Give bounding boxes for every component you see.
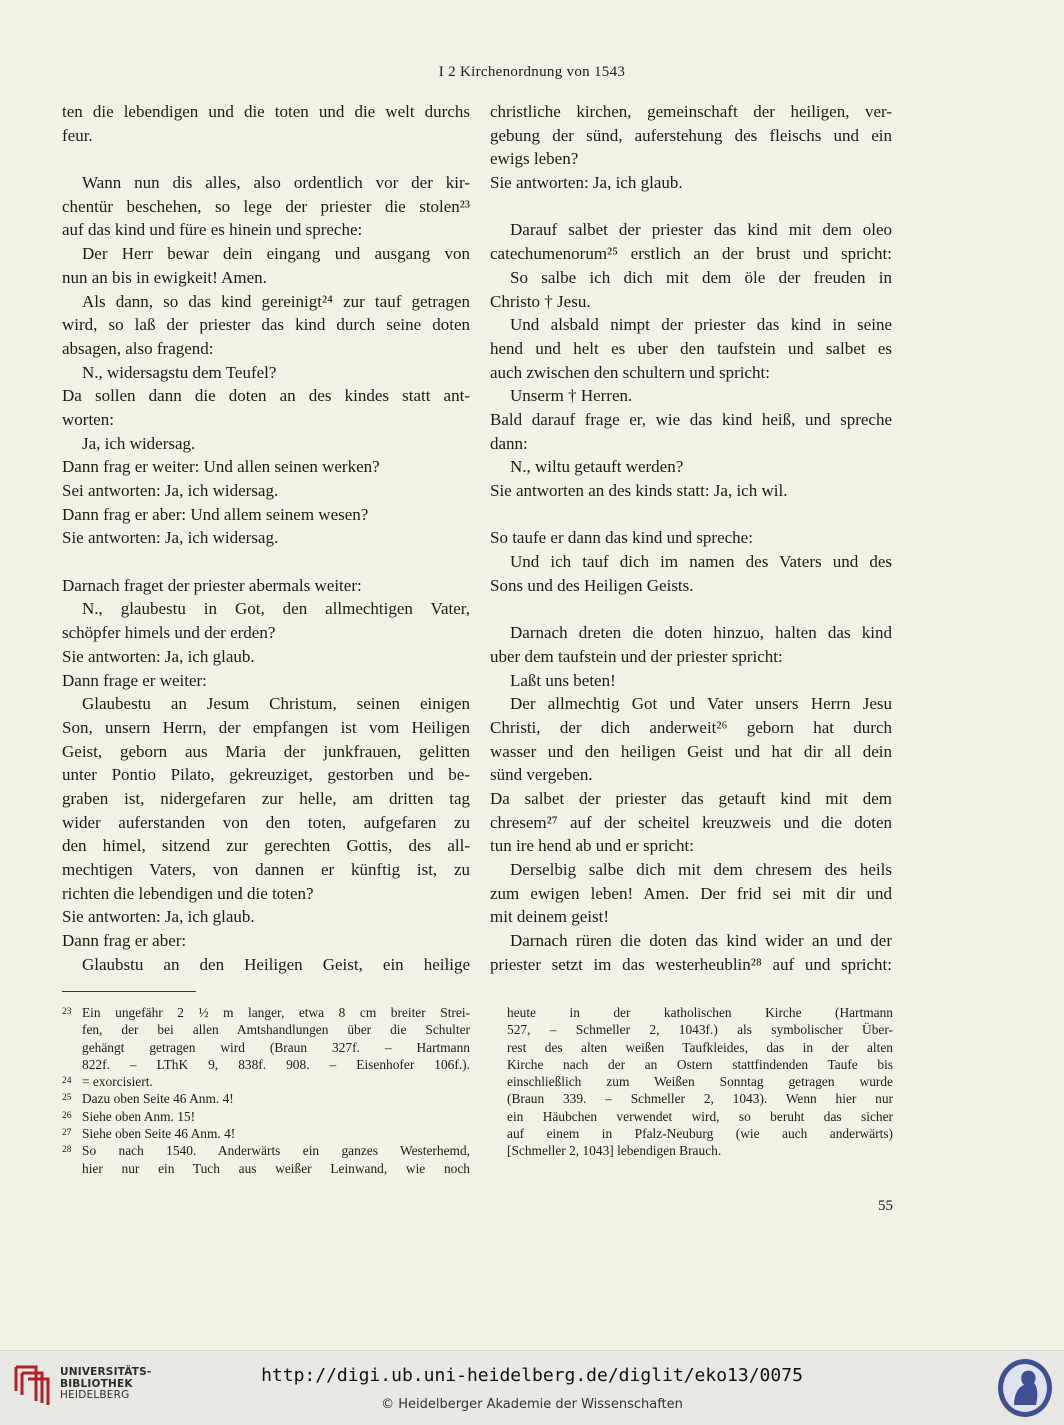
text-line: Dann frage er weiter: [62,670,207,690]
text-line: Da salbet der priester das getauft kind mit dem [490,788,892,808]
academy-portrait-icon [996,1357,1054,1419]
text-line: Als dann, so das kind gereinigt²⁴ zur tauf getragen [82,291,470,311]
footnote-text: hier nur ein Tuch aus weißer Leinwand, wie noch [82,1160,470,1176]
footnote-line: einschließlich zum Weißen Sonntag getragen wurde [507,1074,893,1090]
footnote-line [62,1142,470,1159]
footnote-number: 27 [62,1128,72,1139]
viewer-footer [0,1350,1064,1425]
text-line: mechtigen Vaters, von dannen er künftig ist, zu [62,860,470,879]
footnote-number: 26 [62,1110,72,1121]
text-line: Glaubestu an Jesum Christum, seinen einigen [82,694,470,714]
footnote-line [62,1039,470,1056]
footnote-line: [Schmeller 2, 1043] lebendigen Brauch. [507,1143,722,1159]
footnotes-left [62,1004,470,1177]
text-line: Sie antworten: Ja, ich glaub. [62,907,255,927]
text-line: richten die lebendigen und die toten? [62,883,314,903]
text-line: Sie antworten: Ja, ich glaub. [62,646,255,666]
text-line: Darnach rüren die doten das kind wider an und der [510,931,892,951]
text-line: So salbe ich dich mit dem öle der freuden in [510,267,892,287]
footnote-line [62,1056,470,1073]
running-head: I 2 Kirchenordnung von 1543 [438,64,626,80]
text-line: Wann nun dis alles, also ordentlich vor der kir- [82,173,470,193]
text-line: unter Pontio Pilato, gekreuziget, gestorben und be- [62,765,470,785]
text-line: wasser und den heiligen Geist und hat dir all dein [490,741,892,761]
footnote-line [62,1160,470,1177]
footnote-line: rest des alten weißen Taufkleides, das in der alten [507,1039,893,1055]
text-line: nun an bis in ewigkeit! Amen. [62,267,267,287]
text-line: dann: [490,433,528,453]
footnote-line [62,1108,470,1125]
footnote-text: Siehe oben Anm. 15! [82,1108,196,1124]
page-number: 55 [878,1198,893,1214]
text-line: absagen, also fragend: [62,338,214,358]
footnote-line: Kirche nach der an Ostern stattfindenden Taufe bis [507,1056,893,1072]
footnote-text: Siehe oben Seite 46 Anm. 4! [82,1126,236,1142]
footnote-line [62,1125,470,1142]
footnote-number: 24 [62,1076,72,1087]
footnote-line: auf einem in Pfalz-Neuburg (wie auch anderwärts) [507,1126,893,1142]
text-line: Unserm † Herren. [510,386,633,406]
text-line: wider auferstanden von den toten, aufgefaren zu [62,812,470,832]
text-line: Da sollen dann die doten an des kindes statt ant- [62,386,470,406]
text-line: Darauf salbet der priester das kind mit dem oleo [510,220,892,240]
text-line: hend und helt es uber den taufstein und salbet es [490,338,892,358]
copyright-notice: © Heidelberger Akademie der Wissenschaften [381,1397,683,1412]
footnote-number: 25 [62,1093,72,1104]
footnote-line: ein Häubchen verwendet wird, so beruht das sicher [507,1108,893,1124]
footnote-text: So nach 1540. Anderwärts ein ganzes Westerhemd, [82,1143,470,1159]
left-text-column [62,100,470,976]
library-name-line2: BIBLIOTHEK [60,1377,133,1390]
text-line: Der allmechtig Got und Vater unsers Herrn Jesu [510,694,892,714]
footnote-line: (Braun 339. – Schmeller 2, 1043). Wenn hier nur [507,1091,893,1107]
text-line: Und alsbald nimpt der priester das kind in seine [510,315,892,335]
text-line: catechumenorum²⁵ erstlich an der brust und spricht: [490,244,892,264]
text-line: Sie antworten an des kinds statt: Ja, ich wil. [490,481,788,500]
text-line: zum ewigen leben! Amen. Der frid sei mit dir und [490,883,892,903]
text-line: uber dem taufstein und der priester spricht: [490,646,783,666]
text-line: Dann frag er aber: Und allem seinem wesen? [62,504,369,524]
text-line: Sei antworten: Ja, ich widersag. [62,481,279,500]
text-line: Sie antworten: Ja, ich widersag. [62,528,279,548]
text-line: Dann frag er weiter: Und allen seinen werken? [62,457,380,477]
text-line: mit deinem geist! [490,907,609,927]
text-line: Der Herr bewar dein eingang und ausgang von [82,244,470,264]
text-line: Christi, der dich anderweit²⁶ geborn hat durch [490,717,892,737]
text-line: auch zwischen den schultern und spricht: [490,362,770,382]
text-line: ten die lebendigen und die toten und die welt durchs [62,102,470,121]
footnote-text: 822f. – LThK 9, 838f. 908. – Eisenhofer 106f.). [82,1056,470,1072]
text-line: Dann frag er aber: [62,931,187,951]
footnote-line [62,1021,470,1038]
text-line: priester setzt im das westerheublin²⁸ auf und spricht: [490,954,892,974]
text-line: Geist, geborn aus Maria der junkfrauen, gelitten [62,741,470,761]
footnote-line [62,1073,470,1090]
text-line: Son, unsern Herrn, der empfangen ist vom Heiligen [62,717,470,737]
text-line: N., glaubestu in Got, den allmechtigen Vater, [82,599,470,619]
footnote-line [62,1004,470,1021]
text-line: Bald darauf frage er, wie das kind heiß, und spreche [490,409,892,429]
right-text-column [490,100,892,976]
text-line: auf das kind und füre es hinein und spreche: [62,220,363,240]
text-line: So taufe er dann das kind und spreche: [490,528,753,548]
text-line [62,550,470,574]
text-line: chentür beschehen, so lege der priester die stolen²³ [62,196,470,216]
text-line: chresem²⁷ auf der scheitel kreuzweis und die doten [490,812,892,832]
text-line: Darnach dreten die doten hinzuo, halten das kind [510,623,892,643]
text-line [490,503,892,527]
text-line: feur. [62,125,93,145]
footnote-number: 28 [62,1145,72,1156]
text-line: graben ist, nidergefaren zur helle, am dritten tag [62,788,470,808]
footnote-text: fen, der bei allen Amtshandlungen über die Schulter [82,1022,470,1038]
text-line: Christo † Jesu. [490,291,591,311]
text-line: Und ich tauf dich im namen des Vaters und des [510,552,892,572]
footnote-text: = exorcisiert. [82,1074,153,1090]
permalink-url[interactable]: http://digi.ub.uni-heidelberg.de/diglit/eko13/0075 [261,1365,803,1386]
text-line: N., widersagstu dem Teufel? [82,362,277,382]
footnote-line: 527, – Schmeller 2, 1043f.) als symbolischer Über- [507,1022,893,1038]
text-line: Derselbig salbe dich mit dem chresem des heils [510,860,892,879]
text-line: worten: [62,409,114,429]
text-line: schöpfer himels und der erden? [62,623,276,643]
text-line [490,195,892,219]
footnote-rule [62,991,196,992]
text-line: ewigs leben? [490,149,579,169]
footnote-text: Dazu oben Seite 46 Anm. 4! [82,1091,234,1107]
text-line: sünd vergeben. [490,765,593,785]
text-line: Darnach fraget der priester abermals weiter: [62,575,362,595]
footnotes-right [507,1004,893,1160]
text-line: den himel, sitzend zur gerechten Gottis, des all- [62,836,470,856]
footnote-text: gehängt getragen wird (Braun 327f. – Hartmann [82,1039,470,1055]
footnote-text: Ein ungefähr 2 ½ m langer, etwa 8 cm breiter Strei- [82,1005,470,1020]
text-line [490,597,892,621]
text-line: Glaubstu an den Heiligen Geist, ein heilige [82,954,470,974]
text-line: tun ire hend ab und er spricht: [490,836,694,856]
footnote-line [62,1090,470,1107]
text-line: Laßt uns beten! [510,670,616,690]
library-name-line3: HEIDELBERG [60,1389,130,1401]
text-line: Sie antworten: Ja, ich glaub. [490,173,683,193]
text-line [62,147,470,171]
footnote-number: 23 [62,1007,72,1017]
text-line: gebung der sünd, auferstehung des fleischs und ein [490,125,892,145]
text-line: N., wiltu getauft werden? [510,457,684,477]
footnote-line: heute in der katholischen Kirche (Hartmann [507,1005,893,1020]
library-name-line1: UNIVERSITÄTS- [60,1366,152,1378]
text-line: Ja, ich widersag. [82,433,196,453]
text-line: wird, so laß der priester das kind durch seine doten [62,315,470,335]
text-line: christliche kirchen, gemeinschaft der heiligen, ver- [490,102,892,121]
text-line: Sons und des Heiligen Geists. [490,575,694,595]
